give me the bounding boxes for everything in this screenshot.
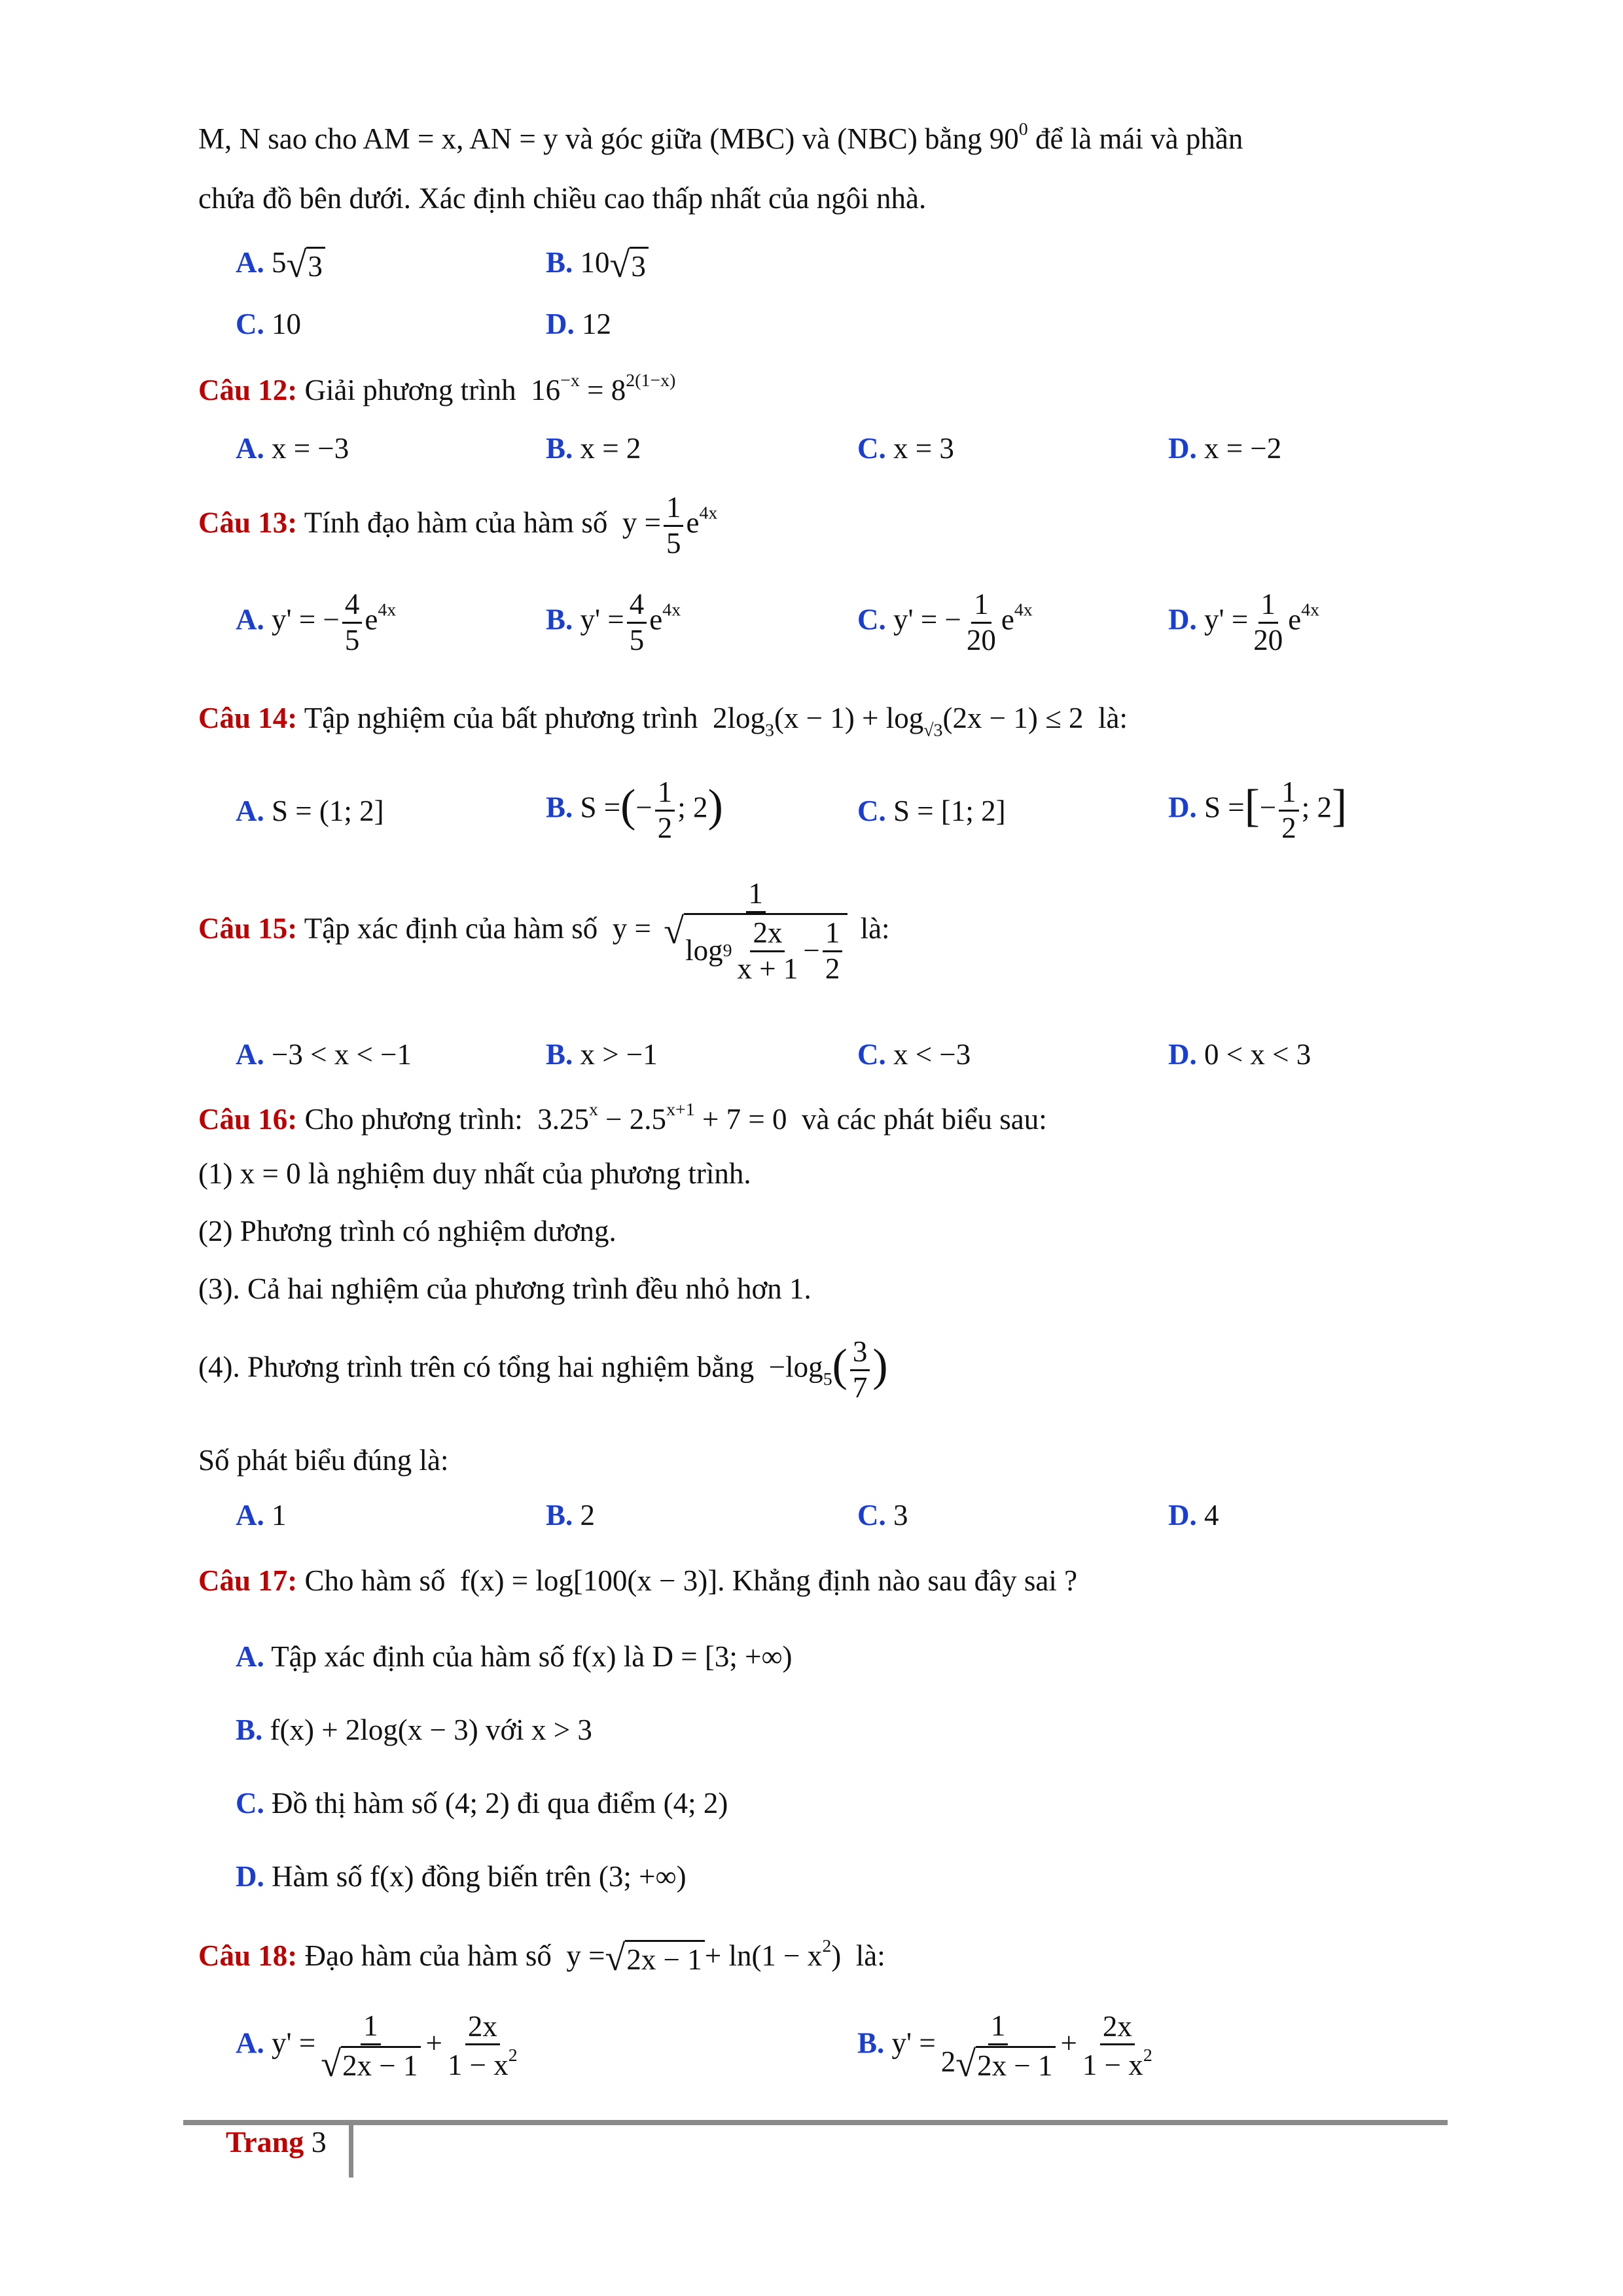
q13-label: Câu 13: — [198, 506, 298, 539]
q16-statement-3: (3). Cả hai nghiệm của phương trình đều nhỏ hơn 1. — [198, 1272, 812, 1305]
page-number — [226, 2125, 327, 2159]
q17-stem: Câu 17: Cho hàm số f(x) = log[100(x − 3)]. Khẳng định nào sau đây sai ? — [198, 1564, 1078, 1597]
q14-stem: Câu 14: Tập nghiệm của bất phương trình $2\log_3(x - 1) + \log_{√3}(2x - 1) \le 2$ là: — [198, 702, 1128, 741]
q11-b-label: B. — [546, 246, 573, 279]
q14-option-a[interactable]: A. S = (1; 2] — [236, 795, 384, 827]
q18-option-a[interactable]: A. y' = 1 √ 2x − 1 + $\frac{2x}{1 - x^2}$ — [236, 2009, 518, 2085]
q17-option-a[interactable]: A. Tập xác định của hàm số f(x) là D = [3; +∞) — [236, 1640, 793, 1673]
q11-b-sqrt: √ 3 — [610, 247, 649, 284]
q11-c-value: 10 — [272, 308, 301, 340]
page-label: Trang — [226, 2125, 304, 2159]
q16-statement-4: (4). Phương trình trên có tổng hai nghiệm bằng $-\log_5$( $\frac{3}{7}$ ) — [198, 1335, 888, 1404]
q12-option-a[interactable]: A. x = −3 — [236, 432, 349, 465]
q18-option-b[interactable]: B. y' = 1 2 √ 2x − 1 + $\frac{2x}{1 - x^2}$ — [857, 2009, 1152, 2085]
q16-option-b[interactable]: B. 2 — [546, 1499, 596, 1532]
q14-option-c[interactable]: C. S = [1; 2] — [857, 795, 1006, 827]
q11-d-label: D. — [546, 308, 575, 340]
q15-stem: Câu 15: Tập xác định của hàm số y = 1 √ log 9 $\frac{2x}{x + 1}$ − $\frac{1}{2}$ là: — [198, 877, 890, 985]
q16-option-d[interactable]: D. 4 — [1168, 1499, 1219, 1532]
q13-option-a[interactable]: A. y' = − $\frac{4}{5}$ $e^{4x}$ — [236, 588, 397, 656]
intro-text-1: M, N sao cho AM = x, AN = y và góc giữa (MBC) và (NBC) bằng 90 — [198, 122, 1019, 155]
q12-option-c[interactable]: C. x = 3 — [857, 432, 954, 465]
q16-stem: Câu 16: Cho phương trình: $3.25^x - 2.5^{x+1} + 7 = 0$ và các phát biểu sau: — [198, 1100, 1047, 1136]
q15-option-b[interactable]: B. x > −1 — [546, 1038, 658, 1071]
q13-option-d[interactable]: D. y' = $\frac{1}{20}$ $e^{4x}$ — [1168, 588, 1320, 656]
q15-option-c[interactable]: C. x < −3 — [857, 1038, 971, 1071]
q15-fraction: 1 √ log 9 $\frac{2x}{x + 1}$ − $\frac{1}{2}$ — [661, 877, 850, 986]
q11-option-a[interactable] — [236, 246, 325, 284]
footer-divider — [349, 2120, 353, 2178]
intro-text-1-end: để là mái và phần — [1027, 122, 1243, 155]
q11-d-value: 12 — [582, 308, 611, 340]
q13-option-b[interactable]: B. y' = $\frac{4}{5}$ $e^{4x}$ — [546, 588, 681, 656]
intro-line-2: chứa đồ bên dưới. Xác định chiều cao thấp nhất của ngôi nhà. — [198, 182, 927, 215]
q11-a-label: A. — [236, 246, 264, 279]
footer-rule — [183, 2120, 1448, 2125]
q12-stem: Câu 12: Giải phương trình $16^{-x} = 8^{2(1-x)}$ — [198, 370, 676, 406]
page-value: 3 — [311, 2125, 327, 2159]
q12-option-d[interactable]: D. x = −2 — [1168, 432, 1282, 465]
q12-option-b[interactable]: B. x = 2 — [546, 432, 641, 465]
q11-b-coef: 10 — [580, 246, 610, 279]
q16-option-a[interactable]: A. 1 — [236, 1499, 287, 1532]
q11-a-coef: 5 — [272, 246, 287, 279]
q16-question: Số phát biểu đúng là: — [198, 1444, 449, 1477]
q12-label: Câu 12: — [198, 373, 298, 406]
q12-text: Giải phương trình — [304, 373, 516, 406]
q13-option-c[interactable]: C. y' = − $\frac{1}{20}$ $e^{4x}$ — [857, 588, 1033, 656]
q17-option-b[interactable]: B. f(x) + 2log(x − 3) với x > 3 — [236, 1713, 592, 1746]
q16-statement-1: (1) x = 0 là nghiệm duy nhất của phương trình. — [198, 1157, 751, 1190]
q16-option-c[interactable]: C. 3 — [857, 1499, 908, 1532]
q11-c-label: C. — [236, 308, 264, 340]
q11-option-c[interactable] — [236, 308, 301, 342]
q15-option-a[interactable]: A. −3 < x < −1 — [236, 1038, 412, 1071]
q13-stem: Câu 13: Tính đạo hàm của hàm số y = $\frac{1}{5}$ $e^{4x}$ — [198, 491, 718, 560]
intro-line-1 — [198, 119, 1243, 156]
intro-degree: 0 — [1018, 119, 1028, 139]
q18-stem: Câu 18: Đạo hàm của hàm số y = √ 2x − 1 + $\ln(1 - x^2)$ là: — [198, 1936, 885, 1979]
q14-option-b[interactable]: B. S =(− $\frac{1}{2}$ ; 2) — [546, 776, 723, 844]
q11-option-b[interactable] — [546, 246, 649, 284]
q17-option-d[interactable]: D. Hàm số f(x) đồng biến trên (3; +∞) — [236, 1860, 687, 1893]
q17-option-c[interactable]: C. Đồ thị hàm số (4; 2) đi qua điểm (4; 2) — [236, 1787, 728, 1820]
q13-text: Tính đạo hàm của hàm số — [304, 506, 608, 539]
q16-statement-2: (2) Phương trình có nghiệm dương. — [198, 1215, 616, 1247]
q11-option-d[interactable] — [546, 308, 611, 342]
q11-a-sqrt: √ 3 — [287, 247, 325, 284]
q15-option-d[interactable]: D. 0 < x < 3 — [1168, 1038, 1311, 1071]
q13-fraction: $\frac{1}{5}$ — [664, 491, 684, 561]
q14-option-d[interactable]: D. S =[− $\frac{1}{2}$ ; 2] — [1168, 776, 1347, 844]
